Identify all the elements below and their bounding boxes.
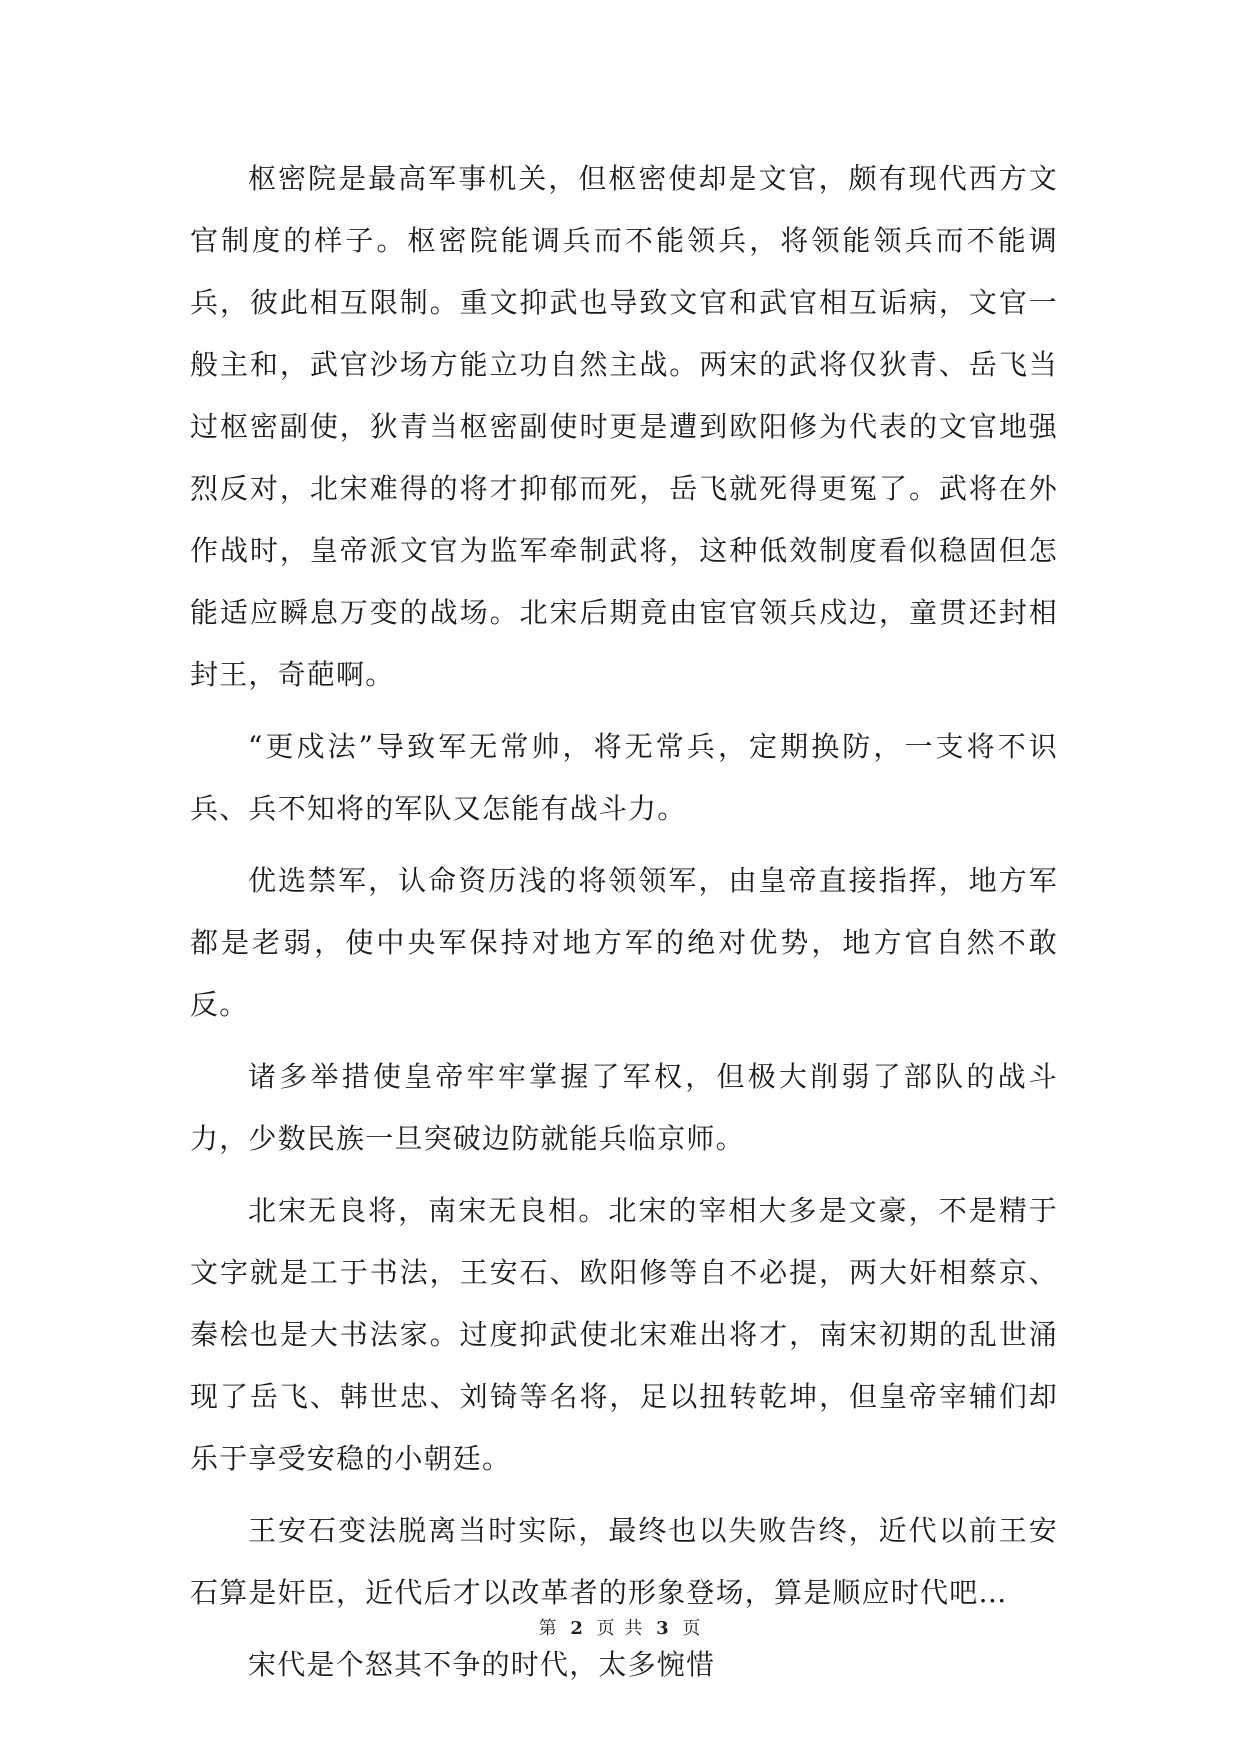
paragraph-4: 诸多举措使皇帝牢牢掌握了军权，但极大削弱了部队的战斗力，少数民族一旦突破边防就能兵临京师。 <box>190 1060 1058 1155</box>
total-pages-number: 3 <box>656 1618 671 1639</box>
paragraph-2: “更戍法”导致军无常帅，将无常兵，定期换防，一支将不识兵、兵不知将的军队又怎能有战斗力。 <box>190 730 1058 825</box>
page-footer <box>0 1614 1241 1640</box>
footer-middle: 页 共 <box>596 1618 645 1639</box>
current-page-number: 2 <box>570 1618 585 1639</box>
footer-prefix: 第 <box>538 1618 559 1639</box>
paragraph-7: 宋代是个怒其不争的时代，太多惋惜 <box>248 1648 716 1681</box>
paragraph-6: 王安石变法脱离当时实际，最终也以失败告终，近代以前王安石算是奸臣，近代后才以改革者的形象登场，算是顺应时代吧… <box>190 1514 1058 1609</box>
paragraph-5: 北宋无良将，南宋无良相。北宋的宰相大多是文豪，不是精于文字就是工于书法，王安石、欧阳修等自不必提，两大奸相蔡京、秦桧也是大书法家。过度抑武使北宋难出将才，南宋初期的乱世涌现了岳飞、韩世忠、刘锜等名将，足以扭转乾坤，但皇帝宰辅们却乐于享受安稳的小朝廷。 <box>190 1194 1058 1475</box>
footer-suffix: 页 <box>682 1618 703 1639</box>
paragraph-1: 枢密院是最高军事机关，但枢密使却是文官，颇有现代西方文官制度的样子。枢密院能调兵而不能领兵，将领能领兵而不能调兵，彼此相互限制。重文抑武也导致文官和武官相互诟病，文官一般主和，武官沙场方能立功自然主战。两宋的武将仅狄青、岳飞当过枢密副使，狄青当枢密副使时更是遭到欧阳修为代表的文官地强烈反对，北宋难得的将才抑郁而死，岳飞就死得更冤了。武将在外作战时，皇帝派文官为监军牵制武将，这种低效制度看似稳固但怎能适应瞬息万变的战场。北宋后期竟由宦官领兵戍边，童贯还封相封王，奇葩啊。 <box>190 162 1058 691</box>
paragraph-3: 优选禁军，认命资历浅的将领领军，由皇帝直接指挥，地方军都是老弱，使中央军保持对地方军的绝对优势，地方官自然不敢反。 <box>190 864 1058 1021</box>
body-text <box>190 148 1058 1706</box>
